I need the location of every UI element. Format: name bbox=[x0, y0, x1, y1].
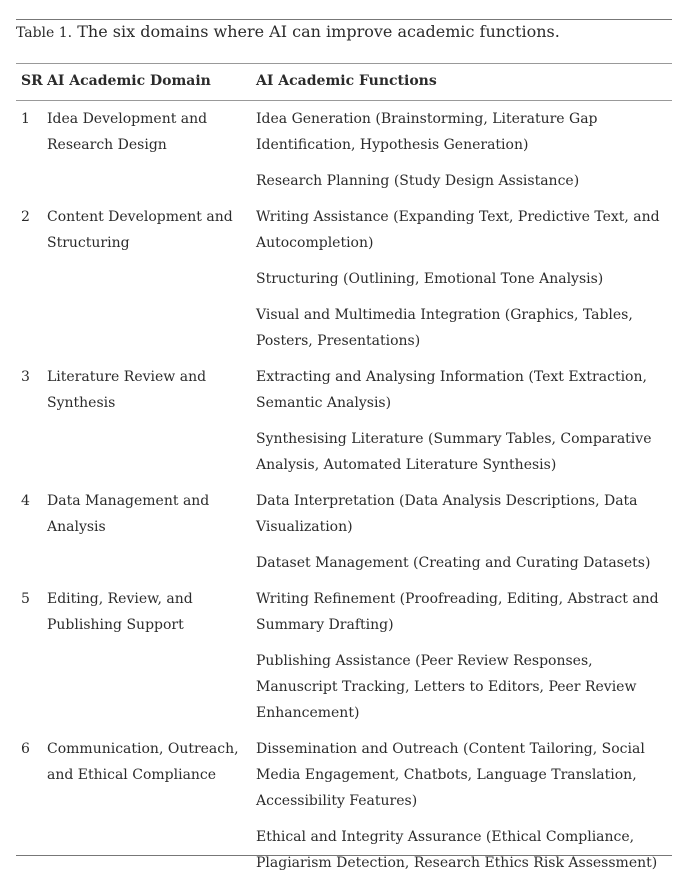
row-domain: Literature Review and Synthesis bbox=[47, 369, 207, 411]
function-item: Synthesising Literature (Summary Tables, Comparative Analysis, Automated Literature Synthesis) bbox=[256, 431, 652, 473]
function-item: Writing Refinement (Proofreading, Editing, Abstract and Summary Drafting) bbox=[256, 591, 659, 633]
function-item: Dissemination and Outreach (Content Tailoring, Social Media Engagement, Chatbots, Language Translation, Accessibility Features) bbox=[256, 741, 645, 809]
row-domain: Idea Development and Research Design bbox=[47, 111, 208, 153]
table-row bbox=[16, 736, 672, 886]
function-item: Publishing Assistance (Peer Review Responses, Manuscript Tracking, Letters to Editors, Peer Review Enhancement) bbox=[256, 653, 637, 721]
top-rule bbox=[16, 19, 672, 20]
function-item: Idea Generation (Brainstorming, Literature Gap Identification, Hypothesis Generation) bbox=[256, 111, 598, 153]
header-functions: AI Academic Functions bbox=[256, 73, 437, 89]
row-functions bbox=[256, 488, 668, 586]
header-bottom-rule bbox=[16, 100, 672, 101]
caption-label: Table 1. bbox=[16, 25, 73, 41]
function-item: Writing Assistance (Expanding Text, Predictive Text, and Autocompletion) bbox=[256, 209, 660, 251]
table-caption bbox=[16, 21, 560, 44]
header-sr: SR bbox=[21, 73, 43, 89]
function-item: Dataset Management (Creating and Curating Datasets) bbox=[256, 555, 651, 571]
table-row bbox=[16, 204, 672, 364]
row-functions bbox=[256, 106, 668, 204]
function-item: Research Planning (Study Design Assistance) bbox=[256, 173, 580, 189]
row-functions bbox=[256, 586, 668, 736]
row-sr: 3 bbox=[21, 369, 30, 385]
function-item: Structuring (Outlining, Emotional Tone Analysis) bbox=[256, 271, 604, 287]
row-sr: 2 bbox=[21, 209, 30, 225]
row-sr: 6 bbox=[21, 741, 30, 757]
row-domain: Data Management and Analysis bbox=[47, 493, 210, 535]
header-domain: AI Academic Domain bbox=[47, 73, 211, 89]
header-top-rule bbox=[16, 63, 672, 64]
function-item: Extracting and Analysing Information (Text Extraction, Semantic Analysis) bbox=[256, 369, 647, 411]
row-functions bbox=[256, 364, 668, 488]
table-row bbox=[16, 364, 672, 488]
function-item: Visual and Multimedia Integration (Graphics, Tables, Posters, Presentations) bbox=[256, 307, 633, 349]
row-domain: Content Development and Structuring bbox=[47, 209, 233, 251]
function-item: Ethical and Integrity Assurance (Ethical Compliance, Plagiarism Detection, Research Ethics Risk Assessment) bbox=[256, 829, 658, 871]
row-sr: 5 bbox=[21, 591, 30, 607]
function-item: Data Interpretation (Data Analysis Descriptions, Data Visualization) bbox=[256, 493, 638, 535]
row-functions bbox=[256, 204, 668, 364]
caption-text: The six domains where AI can improve academic functions. bbox=[77, 22, 560, 41]
row-functions bbox=[256, 736, 668, 886]
table-row bbox=[16, 488, 672, 586]
table-row bbox=[16, 106, 672, 204]
row-sr: 4 bbox=[21, 493, 30, 509]
row-sr: 1 bbox=[21, 111, 30, 127]
bottom-rule bbox=[16, 855, 672, 856]
table-row bbox=[16, 586, 672, 736]
row-domain: Communication, Outreach, and Ethical Compliance bbox=[47, 741, 239, 783]
table-body bbox=[16, 106, 672, 886]
row-domain: Editing, Review, and Publishing Support bbox=[47, 591, 193, 633]
